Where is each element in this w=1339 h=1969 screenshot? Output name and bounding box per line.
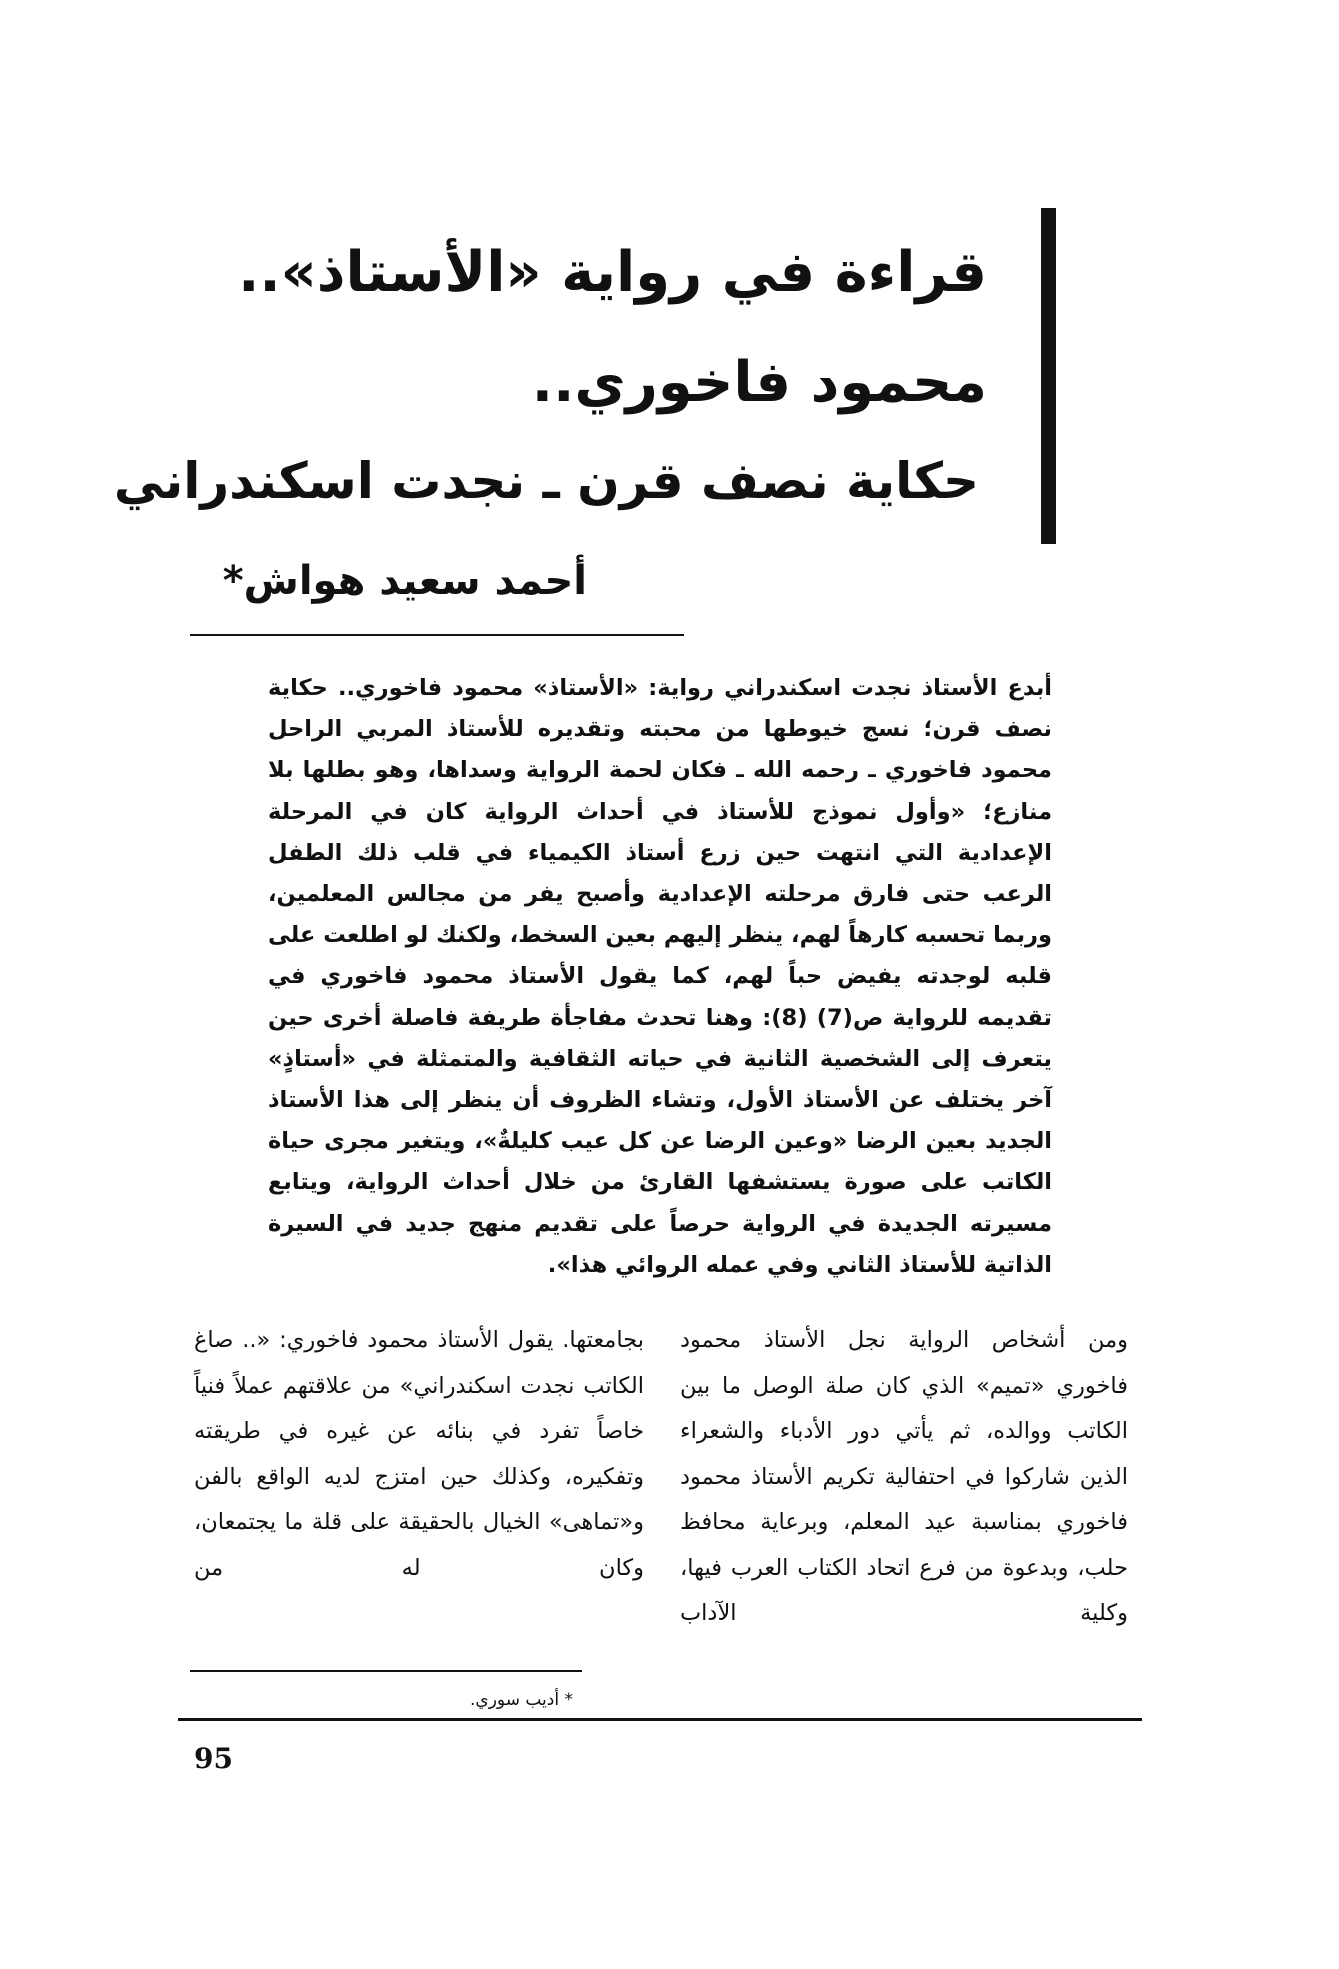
footnote: * أديب سوري. bbox=[470, 1690, 573, 1710]
page-footer-rule bbox=[178, 1718, 1142, 1721]
article-title-line-1: قراءة في رواية «الأستاذ».. bbox=[238, 240, 987, 305]
author-name: أحمد سعيد هواش* bbox=[222, 558, 587, 604]
body-column-right: ومن أشخاص الرواية نجل الأستاذ محمود فاخوري «تميم» الذي كان صلة الوصل ما بين الكاتب ووالده، ثم يأتي دور الأدباء والشعراء الذين شاركوا في احتفالية تكريم الأستاذ محمود فاخوري بمناسبة عيد المعلم، وبرعاية محافظ حلب، وبدعوة من فرع اتحاد الكتاب العرب فيها، وكلية الآداب bbox=[680, 1327, 1128, 1626]
intro-paragraph: أبدع الأستاذ نجدت اسكندراني رواية: «الأستاذ» محمود فاخوري.. حكاية نصف قرن؛ نسج خيوطها من محبته وتقديره للأستاذ المربي الراحل محمود فاخوري ـ رحمه الله ـ فكان لحمة الرواية وسداها، وهو بطلها بلا منازع؛ «وأول نموذج للأستاذ في أحداث الرواية كان في المرحلة الإعدادية التي انتهت حين زرع أستاذ الكيمياء في قلب ذلك الطفل الرعب حتى فارق مرحلته الإعدادية وأصبح يفر من مجالس المعلمين، وربما تحسبه كارهاً لهم، ينظر إليهم بعين السخط، ولكنك لو اطلعت على قلبه لوجدته يفيض حباً لهم، كما يقول الأستاذ محمود فاخوري في تقديمه للرواية ص(7) (8): وهنا تحدث مفاجأة طريفة فاصلة أخرى حين يتعرف إلى الشخصية الثانية في حياته الثقافية والمتمثلة في «أستاذٍ» آخر يختلف عن الأستاذ الأول، وتشاء الظروف أن ينظر إلى هذا الأستاذ الجديد بعين الرضا «وعين الرضا عن كل عيب كليلةٌ»، ويتغير مجرى حياة الكاتب على صورة يستشفها القارئ من خلال أحداث الرواية، ويتابع مسيرته الجديدة في الرواية حرصاً على تقديم منهج جديد في السيرة الذاتية للأستاذ الثاني وفي عمله الروائي هذا». bbox=[268, 675, 1052, 1278]
page-number: 95 bbox=[194, 1742, 233, 1775]
article-subtitle: حكاية نصف قرن ـ نجدت اسكندراني bbox=[113, 452, 979, 510]
body-column-left: بجامعتها. يقول الأستاذ محمود فاخوري: «.. صاغ الكاتب نجدت اسكندراني» من علاقتهم عملاً فنياً خاصاً تفرد في بنائه عن غيره في طريقته وتفكيره، وكذلك حين امتزج لديه الواقع بالفن و«تماهى» الخيال بالحقيقة على قلة ما يجتمعان، وكان له من bbox=[194, 1327, 644, 1581]
article-title-line-2: محمود فاخوري.. bbox=[531, 350, 987, 415]
author-divider bbox=[190, 634, 684, 636]
footnote-divider bbox=[190, 1670, 582, 1672]
title-accent-bar bbox=[1041, 208, 1056, 544]
